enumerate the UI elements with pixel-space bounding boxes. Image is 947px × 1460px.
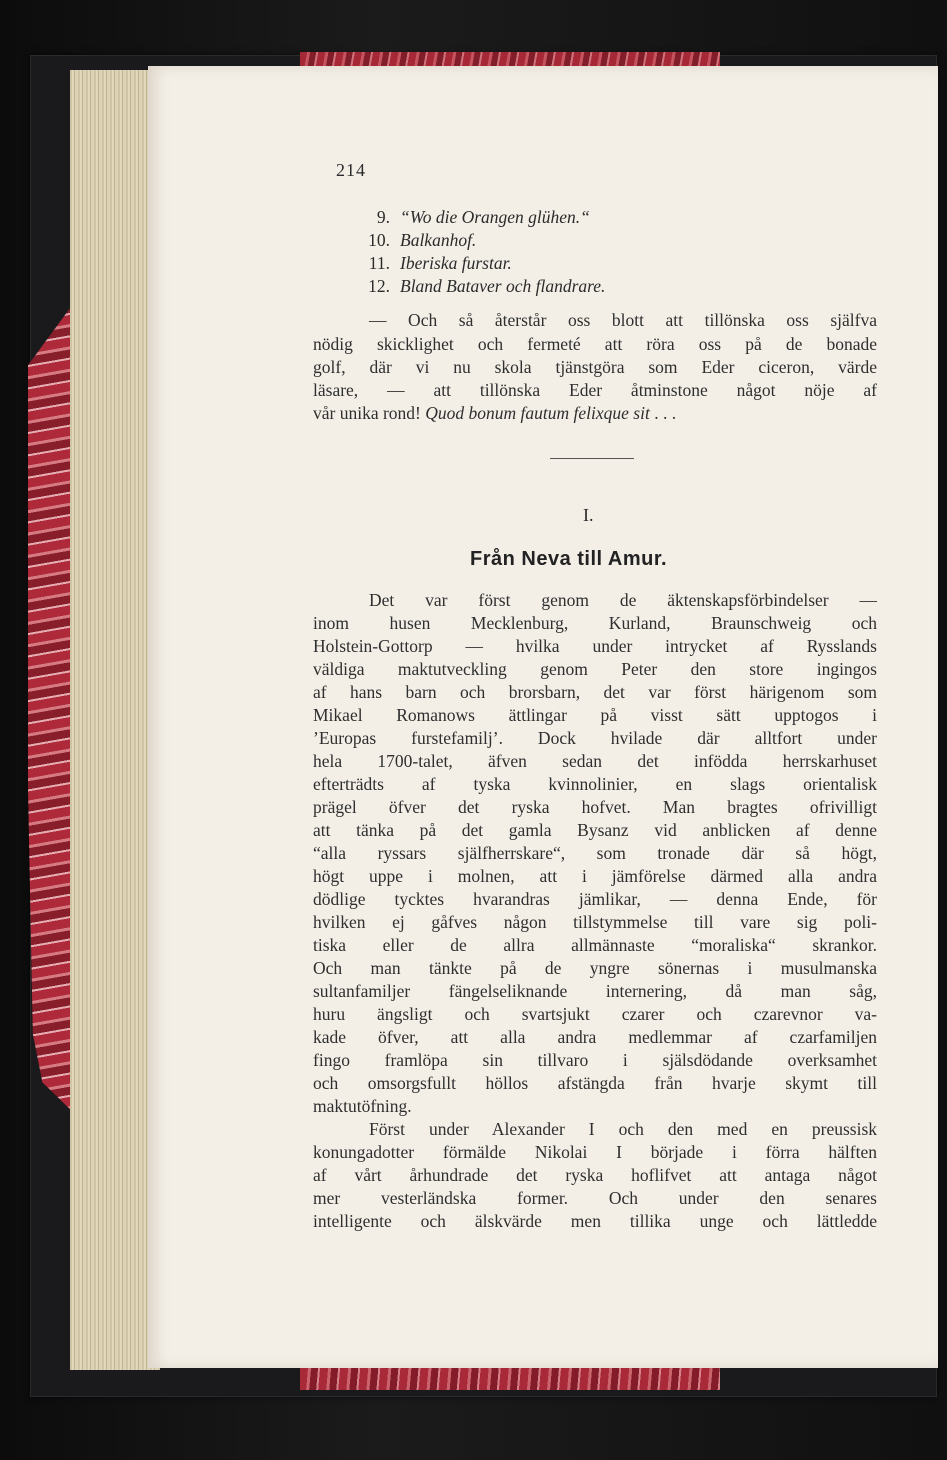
body-line: Mikael Romanows ättlingar på visst sätt upptogos i xyxy=(313,705,877,725)
body-line: af hans barn och brorsbarn, det var först härigenom som xyxy=(313,682,877,702)
body-line: högt uppe i molnen, att i jämförelse därmed alla andra xyxy=(313,866,877,886)
body-line: af vårt århundrade det ryska hoflifvet att antaga något xyxy=(313,1165,877,1185)
body-line: och omsorgsfullt höllos afstängda från hvarje skymt till xyxy=(313,1073,877,1093)
body-line: hvilken ej gåfves någon tillstymmelse till vare sig poli- xyxy=(313,912,877,932)
body-line: fingo framlöpa sin tillvaro i själsdödande overksamhet xyxy=(313,1050,877,1070)
binding-spine xyxy=(28,300,76,1115)
list-item xyxy=(368,230,477,251)
list-item-number: 9. xyxy=(376,207,390,227)
page-number: 214 xyxy=(336,160,366,180)
body-line: Först under Alexander I och den med en preussisk xyxy=(369,1119,877,1139)
body-line: “alla ryssars själfherrskare“, som tronade där så högt, xyxy=(313,843,877,863)
body-line: huru ängsligt och svartsjukt czarer och czarevnor va- xyxy=(313,1004,877,1024)
body-line: väldiga maktutveckling genom Peter den store ingingos xyxy=(313,659,877,679)
list-item-number: 12. xyxy=(368,276,390,296)
intro-last-plain: vår unika rond! xyxy=(313,403,426,423)
intro-line: — Och så återstår oss blott att tillönska oss själfva xyxy=(369,310,877,330)
list-item xyxy=(376,207,590,228)
section-number: I. xyxy=(583,505,594,525)
body-line: prägel öfver det ryska hofvet. Man bragtes ofrivilligt xyxy=(313,797,877,817)
list-item-number: 10. xyxy=(368,230,390,250)
body-line: Holstein-Gottorp — hvilka under intrycket af Rysslands xyxy=(313,636,877,656)
body-line: dödlige tycktes hvarandras jämlikar, — denna Ende, för xyxy=(313,889,877,909)
body-line: konungadotter förmälde Nikolai I började i förra hälften xyxy=(313,1142,877,1162)
list-item xyxy=(368,276,606,297)
body-line: Och man tänkte på de yngre sönernas i musulmanska xyxy=(313,958,877,978)
list-item-label: Bland Bataver och flandrare. xyxy=(400,276,606,296)
binding-edge-bottom xyxy=(300,1368,720,1390)
list-item-label: Iberiska furstar. xyxy=(400,253,512,273)
body-line: mer vesterländska former. Och under den senares xyxy=(313,1188,877,1208)
body-line: ’Europas furstefamilj’. Dock hvilade där alltfort under xyxy=(313,728,877,748)
intro-last-line xyxy=(313,403,676,424)
list-item xyxy=(368,253,512,274)
body-line: att tänka på det gamla Bysanz vid anblicken af denne xyxy=(313,820,877,840)
binding-edge-top xyxy=(300,52,720,66)
body-line: efterträdts af tyska kvinnolinier, en slags orientalisk xyxy=(313,774,877,794)
body-line: Det var först genom de äktenskapsförbindelser — xyxy=(369,590,877,610)
section-title: Från Neva till Amur. xyxy=(470,548,668,570)
body-line: inom husen Mecklenburg, Kurland, Braunschweig och xyxy=(313,613,877,633)
body-line: sultanfamiljer fängelseliknande internering, då man såg, xyxy=(313,981,877,1001)
section-divider xyxy=(550,458,634,459)
page-stack-edge xyxy=(70,70,160,1370)
intro-latin-quote: Quod bonum fautum felixque sit xyxy=(425,403,650,423)
list-item-number: 11. xyxy=(368,253,390,273)
intro-line: nödig skicklighet och fermeté att röra oss på de bonade xyxy=(313,334,877,354)
list-item-label: “Wo die Orangen glühen.“ xyxy=(400,207,590,227)
list-item-label: Balkanhof. xyxy=(400,230,477,250)
body-line: hela 1700-talet, äfven sedan det infödda herrskarhuset xyxy=(313,751,877,771)
intro-last-end: . . . xyxy=(649,403,677,423)
body-line: tiska eller de allra allmännaste “moraliska“ skrankor. xyxy=(313,935,877,955)
body-line: intelligente och älskvärde men tillika unge och lättledde xyxy=(313,1211,877,1231)
intro-line: läsare, — att tillönska Eder åtminstone något nöje af xyxy=(313,380,877,400)
body-line: maktutöfning. xyxy=(313,1096,412,1116)
body-line: kade öfver, att alla andra medlemmar af czarfamiljen xyxy=(313,1027,877,1047)
intro-line: golf, där vi nu skola tjänstgöra som Eder ciceron, värde xyxy=(313,357,877,377)
